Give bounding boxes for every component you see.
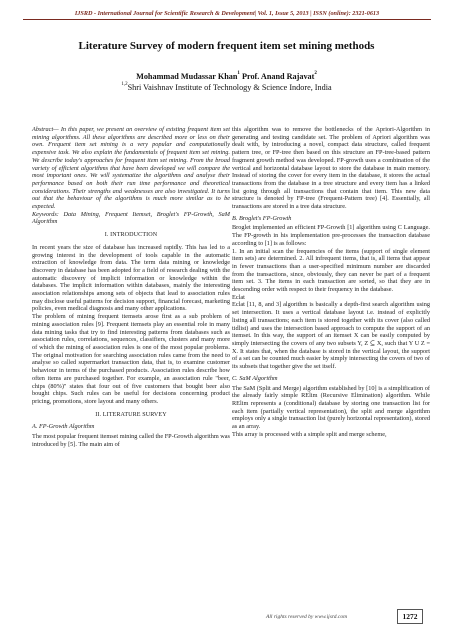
affiliation-text: Shri Vaishnav Institute of Technology & Science Indore, India bbox=[127, 83, 332, 92]
author-line bbox=[0, 72, 453, 81]
fp-growth-paragraph-cont: this algorithm was to remove the bottlenecks of the Apriori-Algorithm in generating and testing candidate set. The problem of Apriori algorithm was dealt with, by introducing a novel, compact data structure, called frequent pattern tree, or FP-tree then based on this structure an FP-tree-based pattern fragment growth method was developed. FP-growth uses a combination of the vertical and horizontal database layout to store the database in main memory. Instead of storing the cover for every item in the database, it stores the actual transactions from the database in a tree structure and every item has a linked list going through all transactions that contain that item. This new data structure is denoted by FP-tree (Frequent-Pattern tree) [4]. Essentially, all transactions are stored in a tree data structure. bbox=[232, 126, 430, 211]
eclat-heading: Eclat bbox=[232, 293, 245, 301]
affiliation-line bbox=[0, 83, 453, 92]
sam-paragraph-2: This array is processed with a simple split and merge scheme, bbox=[232, 430, 387, 438]
broglet-steps: 1. In an initial scan the frequencies of the items (support of single element item sets) are determined. 2. All infrequent items, that is, all items that appear in fewer transactions than a user-specified minimum number are discarded from the transactions, since, obviously, they can never be part of a frequent item set. 3. The items in each transaction are sorted, so that they are in descending order with respect to their frequency in the database. bbox=[232, 247, 430, 294]
broglet-paragraph: Broglet implemented an efficient FP-Growth [1] algorithm using C Language. The FP-growth in his implementation pre-processes the transaction database according to [1] is as follows: bbox=[232, 224, 430, 247]
subsection-heading-broglet: B. Broglet's FP-Growth bbox=[232, 214, 292, 222]
affiliation-sup: 1,2 bbox=[121, 82, 128, 87]
intro-paragraph-2: The problem of mining frequent itemsets arose first as a sub problem of mining association rules [9]. Frequent itemsets play an essential role in many data mining tasks that try to find interesting patterns from databases such as association rules, correlations, sequences, classifiers, clusters and many more of which the mining of association rules is one of the most popular problems. The original motivation for searching association rules came from the need to analyse so called supermarket transaction data, that is, to examine customer behaviour in terms of the purchased products. Association rules describe how often items are purchased together. For example, an association rule "beer, chips (80%)" states that four out of five customers that bought beer also bought chips. Such rules can be useful for decisions concerning product pricing, promotions, store layout and many others. bbox=[32, 313, 230, 405]
intro-paragraph-1: In recent years the size of database has increased rapidly. This has led to a growing interest in the development of tools capable in the automatic extraction of knowledge from data. The term data mining or knowledge discovery in database has been adopted for a field of research dealing with the automatic discovery of implicit information or knowledge within the databases. The implicit information within databases, mainly the interesting association relationships among sets of objects that lead to association rules may disclose useful patterns for decision support, financial forecast, marketing policies, even medical diagnosis and many other applications. bbox=[32, 243, 230, 313]
eclat-paragraph: Eclat [11, 8, and 3] algorithm is basically a depth-first search algorithm using set intersection. It uses a vertical database layout i.e. instead of explicitly listing all transactions; each item is stored together with its cover (also called tidlist) and uses the intersection based approach to compute the support of an itemset. In this way, the support of an itemset X can be easily computed by simply intersecting the covers of any two subsets Y, Z ⊆ X, such that Y U Z = X. It states that, when the database is stored in the vertical layout, the support of a set can be counted much easier by simply intersecting the covers of two of its subsets that together give the set itself. bbox=[232, 301, 430, 371]
left-column bbox=[32, 126, 230, 448]
author-2: Prof. Anand Rajavat bbox=[239, 72, 315, 81]
paper-title: Literature Survey of modern frequent item set mining methods bbox=[78, 40, 375, 52]
journal-header: IJSRD - International Journal for Scientific Research & Development| Vol. 1, Issue 5, 2013 | ISSN (online): 2321-0613 bbox=[74, 10, 380, 17]
author-2-sup: 2 bbox=[314, 71, 317, 76]
right-column bbox=[232, 126, 430, 438]
subsection-heading-sam: C. SaM Algorithm bbox=[232, 374, 278, 382]
page-number: 1272 bbox=[397, 609, 423, 624]
keywords: Keywords: Data Mining, Frequent Itemset, Broglet's FP-Growth, SaM Algorithm bbox=[32, 210, 230, 226]
abstract: Abstract— In this paper, we present an overview of existing frequent item set mining algorithms. All these algorithms are described more or less on their own. Frequent item set mining is a very popular and computationally expensive task. We also explain the fundamentals of frequent item set mining. We describe today's approaches for frequent item set mining. From the broad variety of efficient algorithms that have been developed we will compare the most important ones. We will systematize the algorithms and analyse their performance based on both their run time performance and theoretical considerations. Their strengths and weaknesses are also investigated. It turns out that the behaviour of the algorithms is much more similar as to be expected. bbox=[32, 126, 230, 211]
section-heading-introduction: I. INTRODUCTION bbox=[104, 232, 158, 239]
subsection-heading-fp-growth: A. FP-Growth Algorithm bbox=[32, 423, 95, 431]
fp-growth-paragraph: The most popular frequent itemset mining called the FP-Growth algorithm was introduced by [5]. The main aim of bbox=[32, 433, 230, 448]
section-heading-literature-survey: II. LITERATURE SURVEY bbox=[95, 411, 167, 418]
author-1: Mohammad Mudassar Khan bbox=[136, 72, 238, 81]
sam-paragraph: The SaM (Split and Merge) algorithm established by [10] is a simplification of the already fairly simple RElim (Recursive Elimination) algorithm. While RElim represents a (conditional) database by storing one transaction list for each item (partially vertical representation), the split and merge algorithm employs only a single transaction list (purely horizontal representation), stored as an array. bbox=[232, 384, 430, 431]
header-rule bbox=[23, 19, 431, 20]
footer-rights: All rights reserved by www.ijsrd.com bbox=[266, 614, 348, 620]
author-1-sup: 1 bbox=[237, 71, 240, 76]
